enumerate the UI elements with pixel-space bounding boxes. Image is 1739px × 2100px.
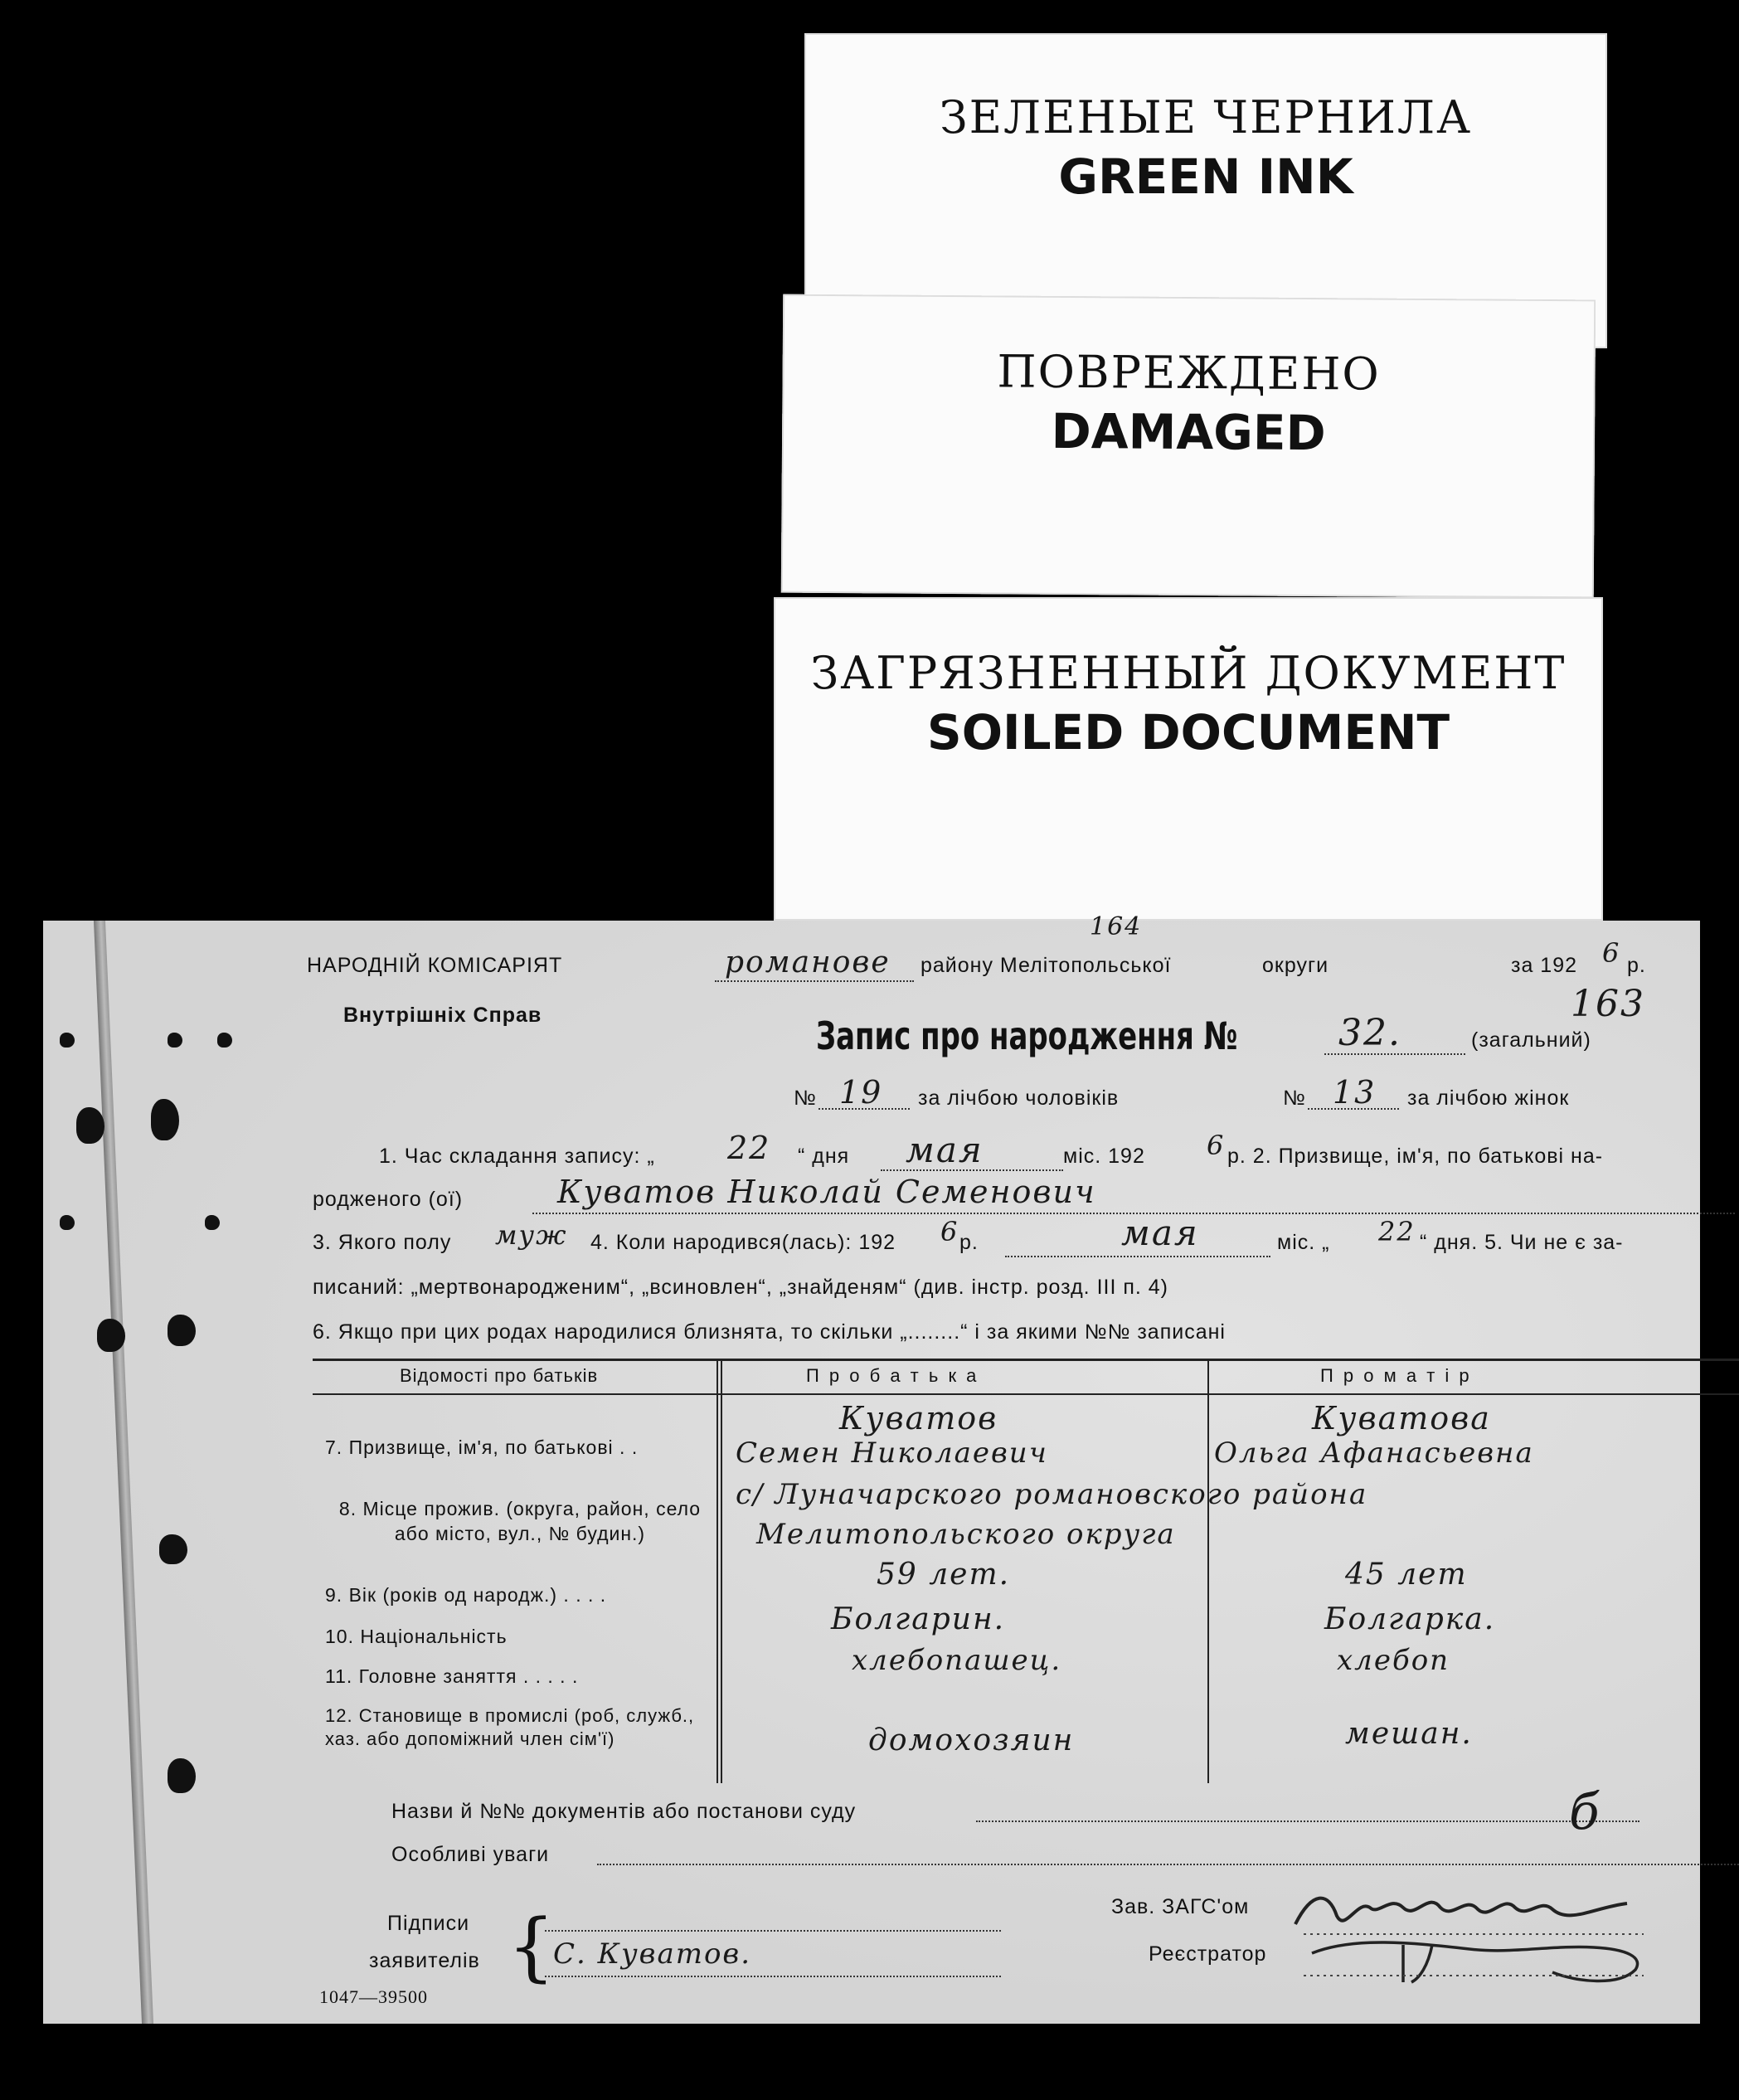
binding-hole (205, 1215, 220, 1230)
binding-hole (60, 1215, 75, 1230)
field-6-label: 6. Якщо при цих родах народилися близнята, то скільки „........“ і за якими №№ записані (313, 1320, 1226, 1344)
table-header-info: Відомості про батьків (400, 1365, 599, 1386)
row-label-status: 12. Становище в промислі (роб, служб., хаз. або допоміжний член сім'ї) (325, 1705, 695, 1749)
binding-hole (151, 1099, 179, 1140)
registrar-label: Реєстратор (1149, 1942, 1267, 1966)
zags-head-label: Зав. ЗАГС'ом (1111, 1895, 1250, 1918)
binding-hole (217, 1033, 232, 1048)
men-num-sign: № (794, 1086, 817, 1110)
record-title: Запис про народження № (816, 1014, 1238, 1058)
general-label: (загальний) (1471, 1028, 1591, 1052)
row-label-nationality: 10. Національність (325, 1626, 508, 1647)
father-surname-handwritten: Куватов (839, 1400, 998, 1436)
signature-line-1 (545, 1930, 1001, 1932)
table-divider (1207, 1359, 1209, 1783)
margin-mark-handwritten: б (1569, 1783, 1601, 1841)
father-status-handwritten: домохозяин (868, 1723, 1075, 1757)
official-signatures (1279, 1866, 1669, 1991)
residence-line1-handwritten: с/ Луначарского романовского района (736, 1478, 1368, 1511)
father-nationality-handwritten: Болгарин. (831, 1602, 1006, 1636)
signature-brace: { (508, 1903, 556, 1991)
district-line (715, 980, 914, 982)
birth-record-document (43, 912, 1700, 2024)
row-label-residence: 8. Місце прожив. (округа, район, село або місто, вул., № будин.) (338, 1498, 702, 1544)
district-handwritten: романове (725, 945, 891, 980)
applicants-label: заявителів (369, 1949, 480, 1972)
district-suffix: району Мелітопольської (921, 954, 1172, 977)
field-2-label: родженого (ої) (313, 1188, 464, 1211)
table-header-mother: П р о м а т і р (1320, 1365, 1472, 1386)
residence-line2-handwritten: Мелитопольского округа (756, 1518, 1176, 1551)
signatures-label: Підписи (387, 1912, 470, 1935)
okrugi-label: округи (1262, 954, 1329, 977)
record-month-handwritten: мая (906, 1130, 984, 1170)
label-card-soiled (774, 597, 1603, 921)
row-label-age: 9. Вік (років од народж.) . . . . (325, 1584, 607, 1606)
label-en: GREEN INK (1058, 148, 1353, 205)
page-number-handwritten: 164 (1090, 912, 1143, 941)
label-ru: ЗЕЛЕНЫЕ ЧЕРНИЛА (940, 91, 1472, 143)
table-header-border (313, 1393, 1739, 1395)
men-count-handwritten: 19 (839, 1074, 883, 1111)
mother-occupation-handwritten: хлебоп (1337, 1644, 1450, 1677)
field-5-label: “ дня. 5. Чи не є за- (1420, 1231, 1624, 1254)
label-ru: ЗАГРЯЗНЕННЫЙ ДОКУМЕНТ (810, 647, 1567, 699)
father-age-handwritten: 59 лет. (877, 1558, 1011, 1592)
field-3-label: 3. Якого полу (313, 1231, 452, 1254)
birth-month-handwritten: мая (1121, 1213, 1199, 1253)
binding-hole (168, 1033, 182, 1048)
sex-handwritten: муж (495, 1219, 568, 1251)
applicant-signature: С. Куватов. (553, 1937, 752, 1971)
special-notes-line (597, 1864, 1739, 1865)
birth-month-line (1005, 1256, 1270, 1257)
field-4-label: 4. Коли народився(лась): 192 (590, 1231, 896, 1254)
row-label-occupation: 11. Головне заняття . . . . . (325, 1665, 579, 1687)
field-4-year: р. (959, 1231, 979, 1254)
year-digit-handwritten: 6 (1602, 937, 1621, 969)
label-ru: ПОВРЕЖДЕНО (997, 345, 1381, 401)
birth-day-handwritten: 22 (1378, 1216, 1416, 1247)
birth-year-handwritten: 6 (940, 1216, 959, 1247)
label-en: SOILED DOCUMENT (926, 704, 1450, 761)
field-4-month: міс. „ (1277, 1231, 1330, 1254)
field-1-day: “ дня (798, 1145, 850, 1168)
documents-line (976, 1820, 1639, 1822)
field-1-tail: р. 2. Призвище, ім'я, по батькові на- (1227, 1145, 1604, 1168)
binding-spine (94, 921, 153, 2024)
binding-hole (159, 1534, 187, 1564)
binding-hole (60, 1033, 75, 1048)
binding-hole (97, 1319, 125, 1352)
mother-surname-handwritten: Куватова (1312, 1400, 1491, 1436)
father-occupation-handwritten: хлебопашец. (852, 1644, 1062, 1677)
field-1-label: 1. Час складання запису: „ (379, 1145, 655, 1168)
father-name-handwritten: Семен Николаевич (736, 1436, 1048, 1470)
mother-nationality-handwritten: Болгарка. (1324, 1602, 1496, 1636)
label-en: DAMAGED (1051, 402, 1326, 462)
table-header-father: П р о б а т ь к а (806, 1365, 979, 1386)
year-suffix: р. (1627, 954, 1646, 977)
women-num-sign: № (1283, 1086, 1306, 1110)
record-year-handwritten: 6 (1207, 1130, 1226, 1161)
men-count-label: за лічбою чоловіків (918, 1086, 1120, 1110)
child-name-handwritten: Куватов Николай Семенович (557, 1174, 1096, 1210)
women-count-handwritten: 13 (1333, 1074, 1377, 1111)
table-top-border (313, 1359, 1739, 1361)
special-notes-label: Особливі уваги (391, 1843, 550, 1866)
record-number-handwritten: 32. (1338, 1012, 1401, 1054)
record-number-line (1324, 1053, 1465, 1055)
women-count-label: за лічбою жінок (1407, 1086, 1570, 1110)
binding-hole (168, 1315, 196, 1346)
mother-name-handwritten: Ольга Афанасьевна (1214, 1436, 1534, 1470)
field-5-continued: писаний: „мертвонародженим“, „всиновлен“, „знайденям“ (див. інстр. розд. III п. 4) (313, 1276, 1169, 1299)
mother-age-handwritten: 45 лет (1345, 1558, 1468, 1592)
record-day-handwritten: 22 (727, 1130, 771, 1166)
corner-number-handwritten: 163 (1571, 983, 1645, 1025)
men-count-line (818, 1108, 910, 1110)
year-prefix: за 192 (1511, 954, 1578, 977)
label-card-damaged (781, 294, 1596, 599)
commissariat-header: НАРОДНІЙ КОМІСАРІЯТ (307, 954, 563, 977)
field-1-month: міс. 192 (1063, 1145, 1145, 1168)
binding-hole (76, 1107, 104, 1144)
women-count-line (1308, 1108, 1399, 1110)
form-code: 1047—39500 (319, 1986, 428, 2007)
signature-line-2 (545, 1976, 1001, 1977)
internal-affairs-header: Внутрішніх Справ (343, 1004, 542, 1027)
record-month-line (881, 1169, 1063, 1171)
documents-label: Назви й №№ документів або постанови суду (391, 1800, 857, 1823)
row-label-name: 7. Призвище, ім'я, по батькові . . (325, 1436, 639, 1458)
binding-hole (168, 1758, 196, 1793)
mother-status-handwritten: мешан. (1345, 1717, 1473, 1751)
table-divider (716, 1359, 722, 1783)
